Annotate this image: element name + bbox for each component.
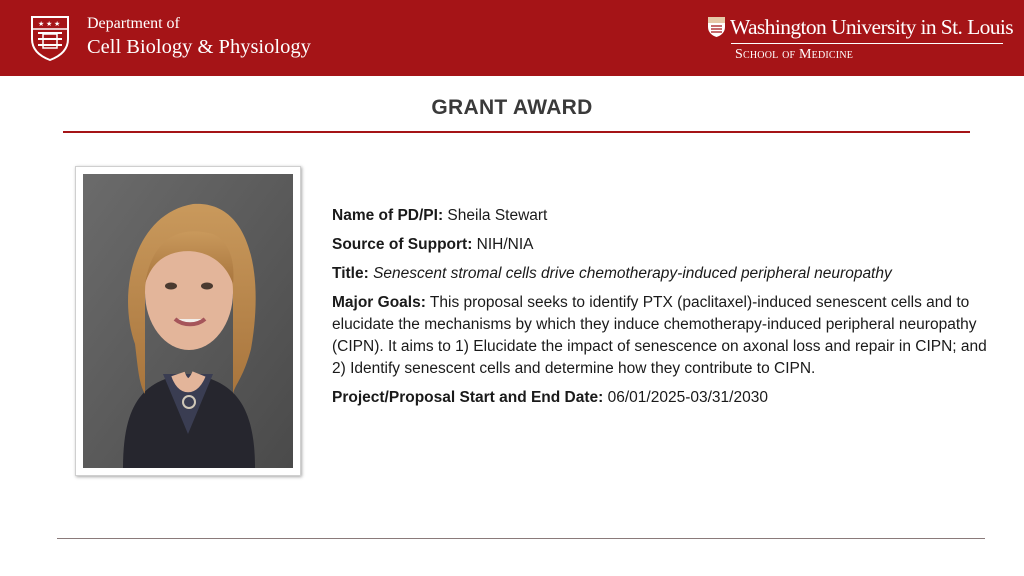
- goals-row: [332, 292, 994, 380]
- support-row: [332, 234, 994, 256]
- award-details: [332, 205, 994, 416]
- department-name: [87, 14, 311, 60]
- university-shield-icon: [30, 15, 70, 61]
- logo-divider: [731, 43, 1003, 44]
- university-crest-icon: [707, 16, 726, 38]
- dates-label: Project/Proposal Start and End Date:: [332, 389, 604, 406]
- portrait-frame: [75, 166, 301, 476]
- department-line1: Department of: [87, 15, 180, 32]
- svg-text:★: ★: [54, 20, 61, 28]
- support-value: NIH/NIA: [476, 236, 534, 253]
- support-label: Source of Support:: [332, 236, 473, 253]
- university-name: Washington University in St. Louis: [730, 15, 1014, 39]
- pi-label: Name of PD/PI:: [332, 207, 444, 224]
- pi-row: [332, 205, 994, 227]
- department-line2: Cell Biology & Physiology: [87, 36, 311, 58]
- title-value: Senescent stromal cells drive chemotherapy-induced peripheral neuropathy: [373, 265, 892, 282]
- goals-value: This proposal seeks to identify PTX (paclitaxel)-induced senescent cells and to elucidate the mechanisms by which they induce chemotherapy-induced peripheral neuropathy (CIPN). It aims to 1) Elucidate the impact of senescence on axonal loss and repair in CIPN; and 2) Identify senescent cells and determine how they contribute to CIPN.: [332, 294, 987, 377]
- footer-divider: [57, 538, 985, 539]
- school-name: School of Medicine: [735, 47, 854, 62]
- dates-value: 06/01/2025-03/31/2030: [607, 389, 768, 406]
- title-label: Title:: [332, 265, 369, 282]
- portrait-photo: [83, 174, 293, 468]
- page-title: GRANT AWARD: [431, 96, 593, 119]
- goals-label: Major Goals:: [332, 294, 426, 311]
- title-divider: [63, 131, 970, 133]
- title-row: [332, 263, 994, 285]
- dates-row: [332, 387, 994, 409]
- svg-text:★: ★: [38, 20, 45, 28]
- pi-value: Sheila Stewart: [447, 207, 548, 224]
- header-banner: [0, 0, 1024, 76]
- svg-text:★: ★: [46, 20, 53, 28]
